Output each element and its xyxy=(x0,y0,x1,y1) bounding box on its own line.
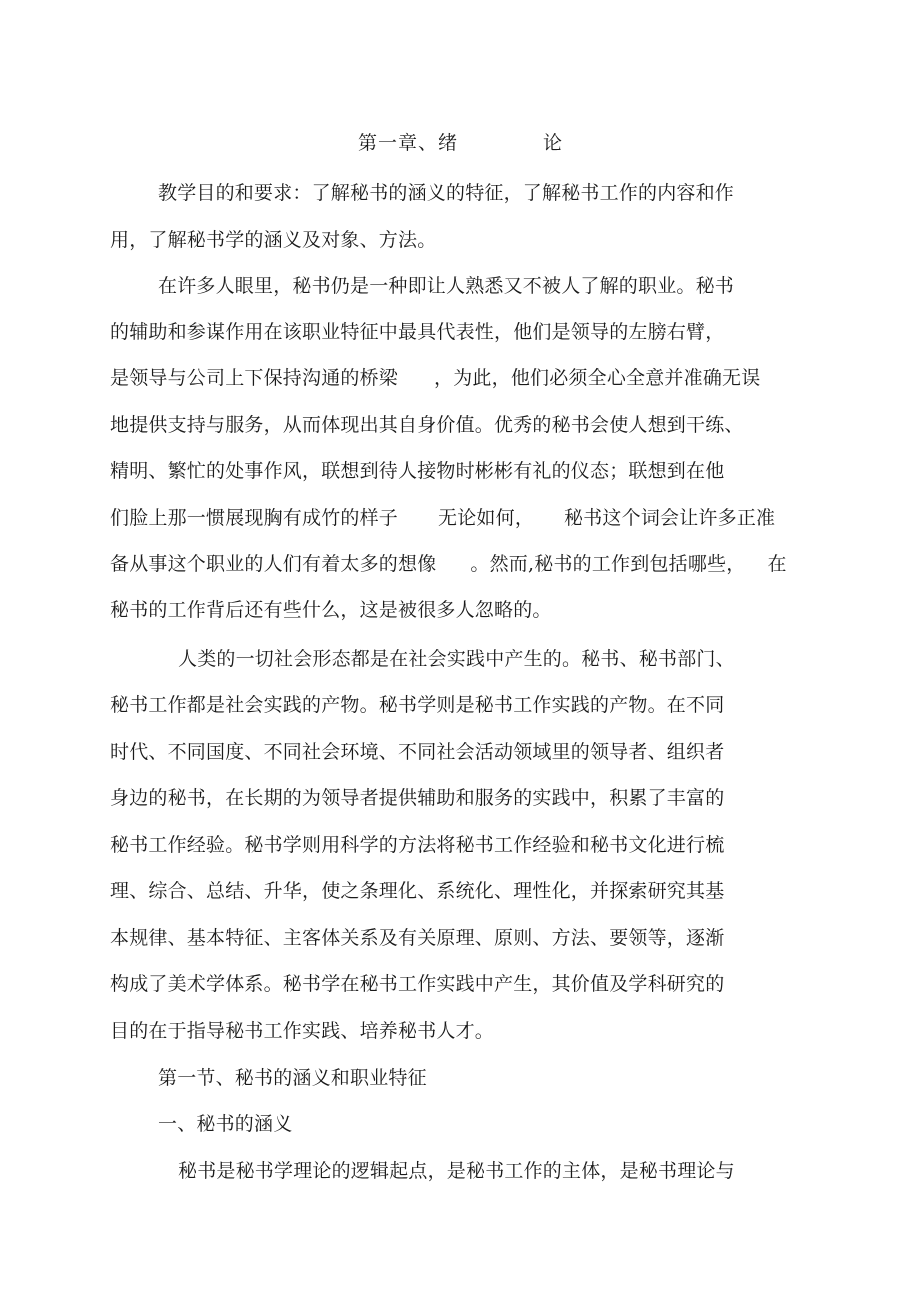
paragraph-line: 用，了解秘书学的涵义及对象、方法。 xyxy=(110,229,437,251)
paragraph-line: 的辅助和参谋作用在该职业特征中最具代表性，他们是领导的左膀右臂， xyxy=(110,321,725,343)
subsection-heading: 一、秘书的涵义 xyxy=(158,1113,293,1135)
paragraph-line: 构成了美术学体系。秘书学在秘书工作实践中产生，其价值及学科研究的 xyxy=(110,973,725,995)
paragraph-line: 在许多人眼里，秘书仍是一种即让人熟悉又不被人了解的职业。秘书 xyxy=(158,275,735,297)
paragraph-line xyxy=(110,552,787,576)
paragraph-line: 本规律、基本特征、主客体关系及有关原理、原则、方法、要领等，逐渐 xyxy=(110,927,725,949)
paragraph-line: 人类的一切社会形态都是在社会实践中产生的。秘书、秘书部门、 xyxy=(178,648,735,670)
text-segment: 。然而,秘书的工作到包括哪些， xyxy=(470,553,746,575)
paragraph-line: 地提供支持与服务，从而体现出其自身价值。优秀的秘书会使人想到干练、 xyxy=(110,414,744,436)
text-segment: ，为此，他们必须全心全意并准确无误 xyxy=(434,367,761,389)
paragraph-line: 精明、繁忙的处事作风，联想到待人接物时彬彬有礼的仪态；联想到在他 xyxy=(110,460,725,482)
section-heading: 第一节、秘书的涵义和职业特征 xyxy=(158,1067,427,1089)
chapter-title-left: 第一章、绪 xyxy=(358,132,459,154)
text-segment: 在 xyxy=(767,553,787,575)
paragraph-line: 秘书工作经验。秘书学则用科学的方法将秘书工作经验和秘书文化进行梳 xyxy=(110,834,725,856)
text-segment: 秘书这个词会让许多正准 xyxy=(564,507,776,529)
text-segment: 们脸上那一惯展现胸有成竹的样子 xyxy=(110,507,399,529)
paragraph-line: 时代、不同国度、不同社会环境、不同社会活动领域里的领导者、组织者 xyxy=(110,741,725,763)
text-segment: 无论如何， xyxy=(438,507,535,529)
chapter-title-right: 论 xyxy=(543,132,563,154)
paragraph-line: 秘书工作都是社会实践的产物。秘书学则是秘书工作实践的产物。在不同 xyxy=(110,694,725,716)
paragraph-line: 理、综合、总结、升华，使之条理化、系统化、理性化，并探索研究其基 xyxy=(110,880,725,902)
paragraph-line: 目的在于指导秘书工作实践、培养秘书人才。 xyxy=(110,1020,495,1042)
paragraph-line: 秘书是秘书学理论的逻辑起点，是秘书工作的主体，是秘书理论与 xyxy=(178,1160,735,1182)
paragraph-line xyxy=(110,506,775,530)
text-segment: 备从事这个职业的人们有着太多的想像 xyxy=(110,553,437,575)
text-segment: 是领导与公司上下保持沟通的桥梁 xyxy=(110,367,399,389)
paragraph-line: 教学目的和要求：了解秘书的涵义的特征，了解秘书工作的内容和作 xyxy=(158,182,735,204)
paragraph-line xyxy=(110,366,760,390)
paragraph-line: 身边的秘书，在长期的为领导者提供辅助和服务的实践中，积累了丰富的 xyxy=(110,787,725,809)
paragraph-line: 秘书的工作背后还有些什么，这是被很多人忽略的。 xyxy=(110,599,552,621)
